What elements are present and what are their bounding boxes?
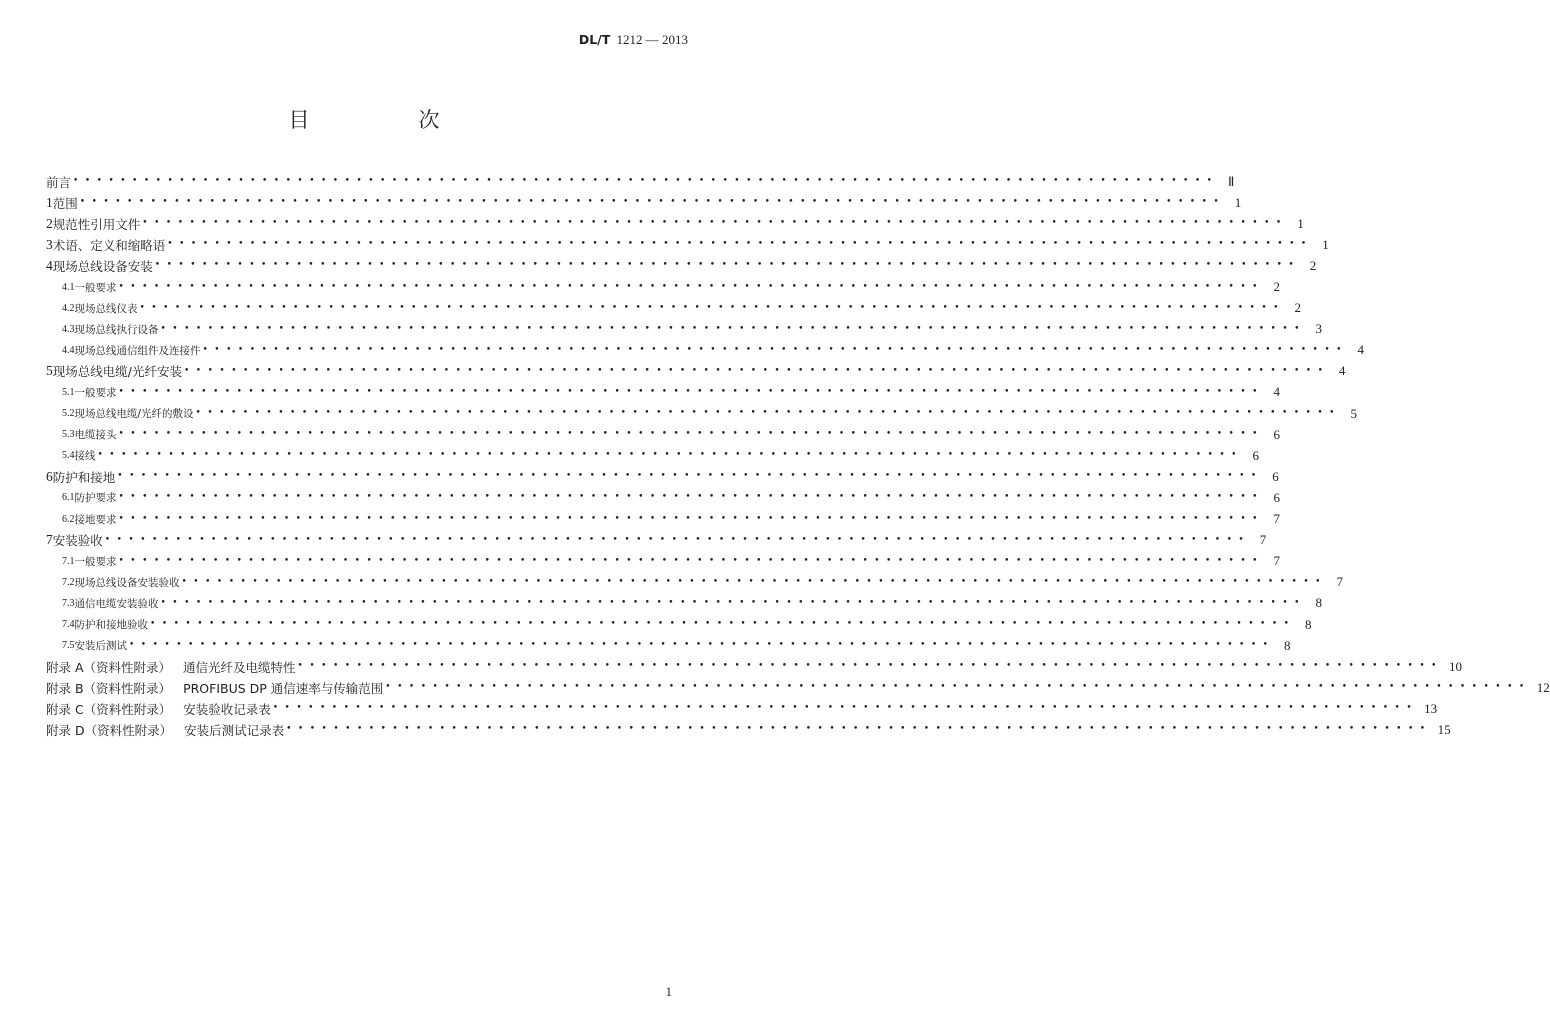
toc-section-entry[interactable] [46,213,1304,234]
toc-entry-label: 安装验收 [52,533,103,549]
toc-subsection-entry[interactable] [46,424,1280,445]
toc-dot-leader: ••••••••••••••••••••••••••••••••••••••••••••••••••••••••••••••••••••••••••••••••••••••••••••••••• [160,597,1306,608]
toc-section-entry[interactable] [46,361,1346,382]
toc-dot-leader: ••••••••••••••••••••••••••••••••••••••••••••••••••••••••••••••••••••••••••••••••••••••••••••••••• [118,281,1264,292]
toc-subsection-entry[interactable] [46,319,1322,340]
toc-entry-label: 安装验收记录表 [183,701,271,717]
toc-page-number: 6 [1273,489,1280,505]
toc-dot-leader: ••••••••••••••••••••••••••••••••••••••••••••••••••••••••••••••••••••••••••••••••••••••••••••••••• [181,576,1327,587]
toc-entry-label: 防护和接地 [52,469,116,485]
toc-page-number: 7 [1273,553,1280,569]
toc-subsection-entry[interactable] [46,572,1343,593]
toc-dot-leader: ••••••••••••••••••••••••••••••••••••••••••••••••••••••••••••••••••••••••••••••••••••••••••••••••• [297,661,1443,672]
toc-page-number: 12 [1536,679,1550,695]
toc-appendix-prefix: 附录 D（资料性附录） [46,722,173,738]
toc-dot-leader: ••••••••••••••••••••••••••••••••••••••••••••••••••••••••••••••••••••••••••••••••••••••••••••••••• [118,492,1264,503]
toc-section-entry[interactable] [46,255,1317,276]
toc-entry-number: 4.1 [62,281,75,293]
toc-entry-number: 4.2 [62,302,75,314]
toc-appendix-prefix: 附录 B（资料性附录） [46,680,172,696]
toc-entry-label: 通信光纤及电缆特性 [183,659,296,675]
page-number: 1 [665,984,672,999]
toc-dot-leader: ••••••••••••••••••••••••••••••••••••••••••••••••••••••••••••••••••••••••••••••••••••••••••••••••• [73,176,1219,187]
toc-page-number: 1 [1297,215,1304,231]
toc-appendix-entry[interactable] [46,698,1438,719]
toc-dot-leader: ••••••••••••••••••••••••••••••••••••••••••••••••••••••••••••••••••••••••••••••••••••••••••••••••• [167,239,1313,250]
toc-page-number: 7 [1273,511,1280,527]
toc-entry-label: 一般要求 [74,386,117,399]
toc-dot-leader: ••••••••••••••••••••••••••••••••••••••••••••••••••••••••••••••••••••••••••••••••••••••••••••••••• [139,302,1285,313]
toc-page-number: 1 [1234,194,1242,210]
toc-entry-label: 现场总线电缆/光纤的敷设 [74,408,194,421]
toc-entry-label: 范围 [52,195,78,211]
toc-dot-leader: ••••••••••••••••••••••••••••••••••••••••••••••••••••••••••••••••••••••••••••••••••••••••••••••••• [385,682,1531,693]
toc-entry-number: 6.2 [62,513,75,525]
toc-subsection-entry[interactable] [46,445,1259,466]
toc-entry-number: 5 [46,363,53,379]
standard-code-number: 1212 — 2013 [616,32,688,47]
toc-page-number: 7 [1259,532,1267,548]
toc-entry-number: 5.3 [62,429,75,441]
toc-page-number: 10 [1448,658,1462,674]
toc-subsection-entry[interactable] [46,614,1312,635]
toc-entry-label: 现场总线通信组件及连接件 [74,344,201,357]
toc-dot-leader: ••••••••••••••••••••••••••••••••••••••••••••••••••••••••••••••••••••••••••••••••••••••••••••••••• [195,408,1341,419]
toc-dot-leader: ••••••••••••••••••••••••••••••••••••••••••••••••••••••••••••••••••••••••••••••••••••••••••••••••• [118,429,1264,440]
toc-page-number: 8 [1283,637,1291,653]
toc-entry-number: 4.3 [62,323,75,335]
toc-entry-number: 7.5 [62,640,75,652]
toc-entry-label: 防护要求 [74,492,117,505]
toc-subsection-entry[interactable] [46,382,1280,403]
toc-entry-label: 安装后测试记录表 [184,722,285,738]
toc-page-number: 6 [1252,447,1259,463]
toc-entry-number: 5.1 [62,386,75,398]
toc-dot-leader: ••••••••••••••••••••••••••••••••••••••••••••••••••••••••••••••••••••••••••••••••••••••••••••••••• [272,703,1419,714]
toc-page-number: 4 [1338,363,1346,379]
toc-entry-number: 6 [46,468,53,484]
toc-entry-number: 4 [46,257,53,273]
toc-entry-number: 3 [46,236,53,252]
toc-page-number: 8 [1304,616,1312,632]
standard-code-prefix: DL/T [578,32,611,47]
toc-dot-leader: ••••••••••••••••••••••••••••••••••••••••••••••••••••••••••••••••••••••••••••••••••••••••••••••••• [202,344,1348,355]
toc-section-entry[interactable] [46,530,1267,551]
toc-appendix-prefix: 附录 A（资料性附录） [46,659,172,675]
toc-entry-label: 接地要求 [74,513,117,526]
toc-entry-label: 一般要求 [74,555,117,568]
toc-entry-label: 现场总线电缆/光纤安装 [52,364,182,380]
toc-subsection-entry[interactable] [46,487,1280,508]
toc-subsection-entry[interactable] [46,509,1280,530]
toc-entry-number: 6.1 [62,492,75,504]
toc-subsection-entry[interactable] [46,340,1364,361]
toc-entry-number: 5.4 [62,450,75,462]
toc-entry-label: 通信电缆安装验收 [74,597,159,610]
toc-entry-label: 电缆接头 [74,429,117,442]
toc-page-number: Ⅱ [1228,173,1235,189]
toc-dot-leader: ••••••••••••••••••••••••••••••••••••••••••••••••••••••••••••••••••••••••••••••••••••••••••••••••• [150,619,1296,630]
toc-entry-number: 1 [46,194,53,210]
toc-appendix-entry[interactable] [46,677,1550,698]
toc-appendix-prefix: 附录 C（资料性附录） [46,701,172,717]
toc-entry-label: 现场总线设备安装验收 [74,576,180,589]
toc-subsection-entry[interactable] [46,635,1291,656]
toc-dot-leader: ••••••••••••••••••••••••••••••••••••••••••••••••••••••••••••••••••••••••••••••••••••••••••••••••• [160,323,1306,334]
toc-page-number: 5 [1350,405,1357,421]
page-title: 目 次 [288,108,484,132]
toc-entry-label: 安装后测试 [74,640,127,653]
toc-section-entry[interactable] [46,466,1279,487]
toc-dot-leader: ••••••••••••••••••••••••••••••••••••••••••••••••••••••••••••••••••••••••••••••••••••••••••••••••• [97,450,1243,461]
toc-subsection-entry[interactable] [46,593,1322,614]
toc-dot-leader: ••••••••••••••••••••••••••••••••••••••••••••••••••••••••••••••••••••••••••••••••••••••••••••••••• [104,534,1251,545]
toc-page-number: 6 [1273,426,1280,442]
toc-subsection-entry[interactable] [46,298,1301,319]
toc-subsection-entry[interactable] [46,551,1280,572]
toc-section-entry[interactable] [46,192,1242,213]
toc-page-number: 1 [1322,236,1329,252]
toc-page-number: 3 [1315,321,1322,337]
toc-dot-leader: ••••••••••••••••••••••••••••••••••••••••••••••••••••••••••••••••••••••••••••••••••••••••••••••••• [154,260,1301,271]
toc-entry-number: 7.3 [62,597,75,609]
toc-entry-number: 7.1 [62,555,75,567]
toc-dot-leader: ••••••••••••••••••••••••••••••••••••••••••••••••••••••••••••••••••••••••••••••••••••••••••••••••• [79,197,1226,208]
toc-entry-label: 防护和接地验收 [74,619,148,632]
toc-entry-number: 7.2 [62,576,75,588]
toc-subsection-entry[interactable] [46,276,1280,297]
toc-page-number: 2 [1273,279,1280,295]
toc-section-entry[interactable] [46,171,1235,192]
toc-section-entry[interactable] [46,234,1329,255]
table-of-contents [46,171,1550,741]
toc-page-number: 2 [1294,300,1301,316]
standard-code-header [579,32,688,48]
toc-page-number: 15 [1437,721,1451,737]
toc-entry-label: 术语、定义和缩略语 [52,237,166,253]
toc-subsection-entry[interactable] [46,403,1357,424]
toc-entry-label: 接线 [74,450,96,463]
toc-entry-number: 5.2 [62,408,75,420]
toc-dot-leader: ••••••••••••••••••••••••••••••••••••••••••••••••••••••••••••••••••••••••••••••••••••••••••••••••• [183,365,1330,376]
toc-entry-label: 一般要求 [74,281,117,294]
toc-entry-label: 现场总线仪表 [74,302,138,315]
toc-dot-leader: ••••••••••••••••••••••••••••••••••••••••••••••••••••••••••••••••••••••••••••••••••••••••••••••••• [118,513,1264,524]
toc-entry-label: 前言 [46,174,72,190]
toc-entry-number: 2 [46,215,53,231]
toc-dot-leader: ••••••••••••••••••••••••••••••••••••••••••••••••••••••••••••••••••••••••••••••••••••••••••••••••• [118,386,1264,397]
toc-page-number: 2 [1309,257,1317,273]
toc-dot-leader: ••••••••••••••••••••••••••••••••••••••••••••••••••••••••••••••••••••••••••••••••••••••••••••••••• [118,555,1264,566]
toc-dot-leader: ••••••••••••••••••••••••••••••••••••••••••••••••••••••••••••••••••••••••••••••••••••••••••••••••• [142,218,1288,229]
toc-entry-number: 7.4 [62,619,75,631]
toc-page-number: 4 [1273,384,1280,400]
toc-appendix-entry[interactable] [46,719,1451,740]
toc-page-number: 7 [1336,574,1343,590]
toc-page-number: 6 [1272,468,1279,484]
toc-page-number: 8 [1315,595,1322,611]
toc-entry-label: 规范性引用文件 [52,216,141,232]
toc-dot-leader: ••••••••••••••••••••••••••••••••••••••••••••••••••••••••••••••••••••••••••••••••••••••••••••••••• [286,724,1432,735]
toc-entry-label: PROFIBUS DP 通信速率与传输范围 [183,680,384,696]
toc-entry-number: 7 [46,532,53,548]
toc-page-number: 4 [1357,342,1364,358]
toc-appendix-entry[interactable] [46,656,1462,677]
toc-entry-label: 现场总线执行设备 [74,323,159,336]
toc-entry-label: 现场总线设备安装 [52,258,153,274]
toc-dot-leader: ••••••••••••••••••••••••••••••••••••••••••••••••••••••••••••••••••••••••••••••••••••••••••••••••• [117,471,1263,482]
toc-page-number: 13 [1424,700,1438,716]
toc-entry-number: 4.4 [62,344,75,356]
toc-dot-leader: ••••••••••••••••••••••••••••••••••••••••••••••••••••••••••••••••••••••••••••••••••••••••••••••••• [129,640,1275,651]
